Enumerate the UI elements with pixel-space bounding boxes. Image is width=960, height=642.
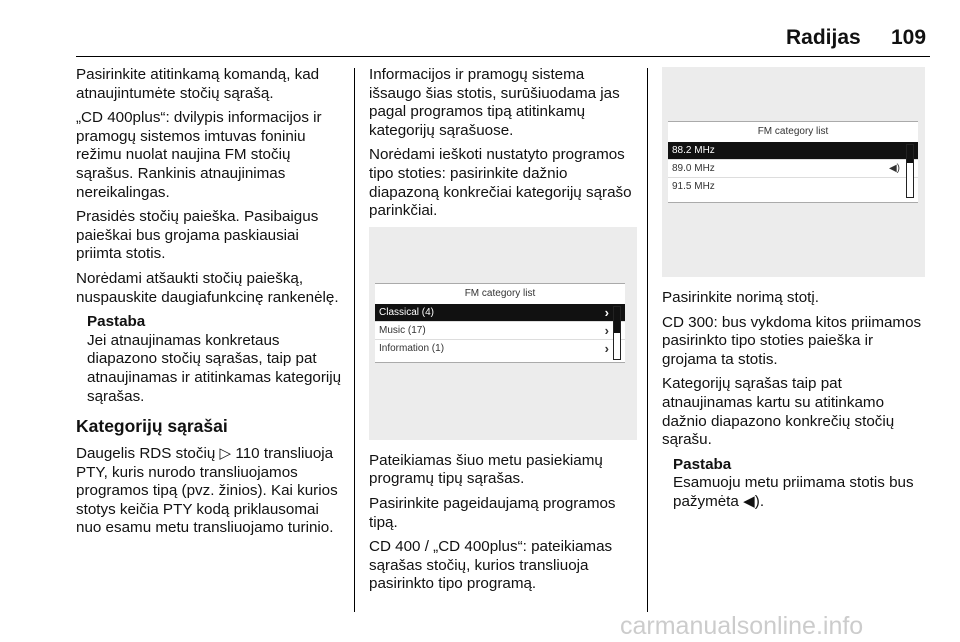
category-list-screen	[375, 283, 625, 363]
chevron-right-icon: ›	[604, 340, 609, 356]
station-list-figure	[662, 67, 925, 277]
column-2	[369, 66, 637, 600]
section-heading: Kategorijų sąrašai	[76, 416, 228, 437]
scrollbar[interactable]	[613, 306, 621, 360]
page-reference[interactable]: 110	[235, 445, 260, 463]
note-box	[673, 456, 930, 512]
section-title: Radijas	[786, 26, 861, 49]
paragraph: Norėdami ieškoti nustatyto programos tipo stoties: pasirinkite dažnio diapazoną konkrečiai kategorijų sąrašo parinkčiai.	[369, 146, 632, 220]
watermark: carmanualsonline.info	[620, 612, 864, 640]
paragraph: CD 300: bus vykdoma kitos priimamos pasirinkto tipo stoties paieška ir grojama ta stotis.	[662, 313, 922, 368]
paragraph: Kategorijų sąrašas taip pat atnaujinamas kartu su atitinkamo dažnio diapazono konkrečių stočių sąrašu.	[662, 375, 895, 449]
speaker-icon: ◀)	[888, 163, 900, 174]
station-list-screen	[668, 121, 918, 203]
scrollbar-thumb[interactable]	[614, 307, 620, 333]
paragraph: „CD 400plus“: dvilypis informacijos ir pramogų sistemos imtuvas foniniu režimu nuolat naujina FM stočių sąrašus. Rankinis atnaujinimas nereikalingas.	[76, 109, 322, 201]
note-title: Pastaba	[673, 455, 732, 473]
paragraph: Informacijos ir pramogų sistema išsaugo šias stotis, surūšiuodama jas pagal programos tipą atitinkamų kategorijų sąrašuose.	[369, 66, 620, 139]
paragraph: Daugelis RDS stočių ▷ 110 transliuoja PTY, kuris nurodo transliuojamos programos tipą (pvz. žinios). Kai kurios stotys keičia PTY kodą priklausomai nuo esamu metu transliuojamo turinio.	[76, 445, 338, 537]
paragraph: Prasidės stočių paieška. Pasibaigus paieškai bus grojama paskiausiai priimta stotis.	[76, 208, 319, 263]
speaker-icon: ◀)	[743, 492, 760, 510]
paragraph: CD 400 / „CD 400plus“: pateikiamas sąrašas stočių, kurios transliuoja pasirinkto tipo programą.	[369, 538, 613, 593]
note-text: Jei atnaujinamas konkretaus diapazono stočių sąrašas, taip pat atnaujinamas ir atitinkamas kategorijų sąrašas.	[87, 331, 342, 405]
list-item[interactable]: 88.2 MHz	[668, 142, 918, 159]
note-title: Pastaba	[87, 313, 146, 331]
page-reference-arrow-icon: ▷	[219, 445, 232, 463]
list-item[interactable]: Classical (4) ›	[375, 304, 625, 321]
column-3	[662, 66, 930, 520]
page-number: 109	[891, 26, 927, 49]
scrollbar[interactable]	[906, 144, 914, 198]
paragraph: Pasirinkite pageidaujamą programos tipą.	[369, 494, 616, 531]
note-text: Esamuoju metu priimama stotis bus pažymėta ◀).	[673, 474, 914, 510]
page-header	[0, 24, 960, 58]
list-item[interactable]: 89.0 MHz ◀)	[668, 159, 918, 177]
paragraph: Pasirinkite norimą stotį.	[662, 289, 819, 306]
category-list-figure	[369, 227, 637, 440]
column-divider-left	[354, 68, 355, 612]
note-box	[87, 313, 344, 406]
screen-title: FM category list	[464, 287, 536, 299]
paragraph: Pateikiamas šiuo metu pasiekiamų programų tipų sąrašas.	[369, 451, 603, 488]
header-rule	[76, 56, 930, 57]
chevron-right-icon: ›	[604, 322, 609, 338]
list-item[interactable]: Music (17) ›	[375, 321, 625, 339]
paragraph: Norėdami atšaukti stočių paiešką, nuspauskite daugiafunkcinę rankenėlę.	[76, 269, 339, 306]
paragraph: Pasirinkite atitinkamą komandą, kad atnaujintumėte stočių sąrašą.	[76, 66, 320, 102]
list-item[interactable]: 91.5 MHz	[668, 177, 918, 195]
screen-title: FM category list	[757, 126, 829, 137]
column-1	[76, 66, 344, 544]
scrollbar-thumb[interactable]	[907, 145, 913, 163]
list-item[interactable]: Information (1) ›	[375, 339, 625, 357]
column-divider-right	[647, 68, 648, 612]
chevron-right-icon: ›	[604, 304, 609, 320]
